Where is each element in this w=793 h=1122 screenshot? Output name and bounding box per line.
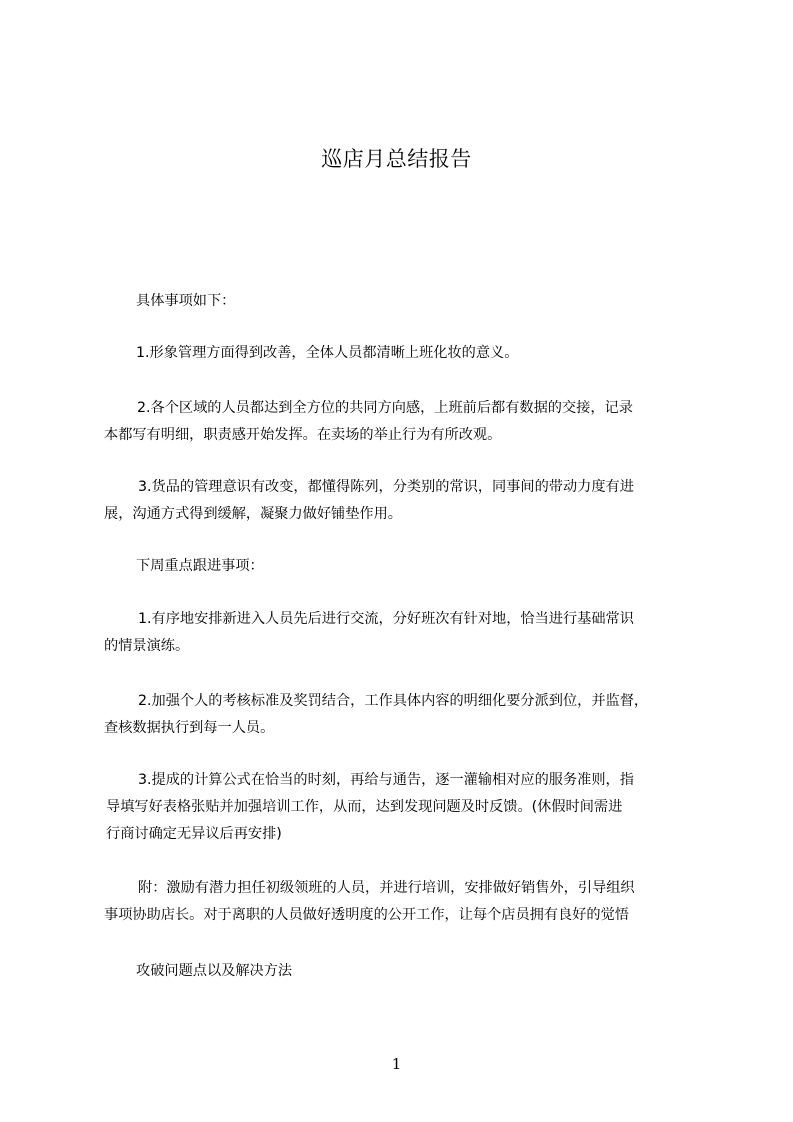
appendix-paragraph — [104, 875, 710, 929]
paragraph-line: 1.形象管理方面得到改善，全体人员都清晰上班化妆的意义。 — [136, 345, 519, 361]
page-number: 1 — [391, 1055, 402, 1073]
item-1-paragraph — [104, 340, 710, 367]
next-item-1-paragraph — [104, 606, 710, 660]
paragraph-line: 3.货品的管理意识有改变，都懂得陈列，分类别的常识，同事间的带动力度有进 — [138, 479, 634, 495]
paragraph-line: 查核数据执行到每一人员。 — [104, 720, 275, 736]
paragraph-line: 导填写好表格张贴并加强培训工作，从而，达到发现问题及时反馈。(休假时间需进 — [106, 799, 623, 815]
paragraph-line: 展，沟通方式得到缓解，凝聚力做好铺垫作用。 — [104, 506, 402, 522]
paragraph-line: 下周重点跟进事项： — [136, 558, 264, 574]
next-week-heading — [104, 553, 710, 580]
closing-line — [104, 958, 710, 985]
item-3-paragraph — [104, 474, 710, 528]
paragraph-line: 事项协助店长。对于离职的人员做好透明度的公开工作，让每个店员拥有良好的觉悟 — [104, 907, 629, 923]
item-2-paragraph — [104, 395, 710, 449]
paragraph-line: 行商讨确定无异议后再安排) — [106, 826, 282, 842]
items-heading — [104, 288, 710, 315]
next-item-2-paragraph — [104, 688, 710, 742]
paragraph-line: 本都写有明细，职责感开始发挥。在卖场的举止行为有所改观。 — [104, 427, 502, 443]
paragraph-line: 2.加强个人的考核标准及奖罚结合，工作具体内容的明细化要分派到位，并监督， — [138, 693, 649, 709]
next-item-3-paragraph — [104, 767, 710, 848]
paragraph-line: 附：激励有潜力担任初级领班的人员，并进行培训，安排做好销售外，引导组织 — [138, 880, 635, 896]
paragraph-line: 具体事项如下： — [136, 293, 236, 309]
paragraph-line: 1.有序地安排新进入人员先后进行交流，分好班次有针对地，恰当进行基础常识 — [138, 611, 634, 627]
paragraph-line: 3.提成的计算公式在恰当的时刻，再给与通告，逐一灌输相对应的服务准则，指 — [138, 772, 634, 788]
document-title: 巡店月总结报告 — [321, 147, 472, 171]
paragraph-line: 攻破问题点以及解决方法 — [136, 963, 293, 979]
paragraph-line: 2.各个区域的人员都达到全方位的共同方向感，上班前后都有数据的交接，记录 — [137, 400, 633, 416]
paragraph-line: 的情景演练。 — [104, 638, 190, 654]
